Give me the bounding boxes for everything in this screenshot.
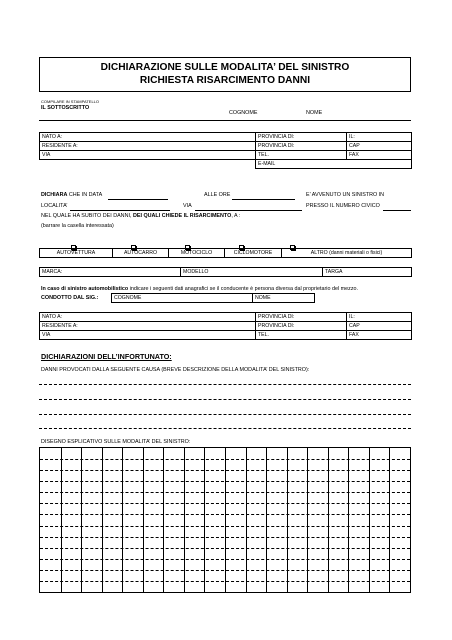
dei-quali-label: DEI QUALI CHIEDE IL RISARCIMENTO xyxy=(132,213,232,219)
nome-field[interactable] xyxy=(303,120,411,121)
localita-label: LOCALITA’ xyxy=(41,203,68,209)
driver-via-label: VIA xyxy=(42,332,51,338)
nome-label: NOME xyxy=(306,110,323,116)
driver-tel-label: TEL. xyxy=(258,332,269,338)
tel-field[interactable] xyxy=(256,151,347,160)
residente-field[interactable] xyxy=(40,142,256,151)
stampatello-note: COMPILARE IN STAMPATELLO xyxy=(41,99,100,104)
provincia2-field[interactable] xyxy=(256,142,347,151)
email-label: E-MAIL xyxy=(258,161,276,167)
cap-field[interactable] xyxy=(347,142,412,151)
driver-nato-a-label: NATO A: xyxy=(42,314,62,320)
localita-field[interactable] xyxy=(70,210,170,211)
marca-label: MARCA: xyxy=(42,269,63,275)
il-label: IL: xyxy=(349,134,355,140)
driver-residente-label: RESIDENTE A: xyxy=(42,323,78,329)
targa-label: TARGA xyxy=(325,269,343,275)
driver-il-label: IL: xyxy=(349,314,355,320)
sketch-grid-hline xyxy=(40,559,410,560)
tel-label: TEL. xyxy=(258,152,269,158)
driver-nato-a-field[interactable] xyxy=(40,313,256,322)
sottoscritto-label: IL SOTTOSCRITTO xyxy=(41,105,90,111)
avvenuto-label: E’ AVVENUTO UN SINISTRO IN xyxy=(306,192,385,198)
modello-field[interactable] xyxy=(181,268,323,277)
driver-cap-field[interactable] xyxy=(347,322,412,331)
a-label: , A : xyxy=(231,213,241,219)
driver-il-field[interactable] xyxy=(347,313,412,322)
driver-provincia-label: PROVINCIA DI: xyxy=(258,314,295,320)
residente-label: RESIDENTE A: xyxy=(42,143,78,149)
sketch-grid-hline xyxy=(40,526,410,527)
description-line-4[interactable] xyxy=(39,428,411,429)
via-field[interactable] xyxy=(40,151,256,160)
driver-tel-field[interactable] xyxy=(256,331,347,340)
sketch-grid-hline xyxy=(40,548,410,549)
data-field[interactable] xyxy=(108,199,168,200)
alle-ore-label: ALLE ORE xyxy=(204,192,231,198)
provincia-field[interactable] xyxy=(256,133,347,142)
form-title-line1: DICHIARAZIONE SULLE MODALITA’ DEL SINISTRO xyxy=(100,62,350,73)
description-line-3[interactable] xyxy=(39,414,411,415)
vehicle-type-autocarro[interactable]: AUTOCARRO xyxy=(113,249,169,258)
driver-via-field[interactable] xyxy=(40,331,256,340)
provincia-label: PROVINCIA DI: xyxy=(258,134,295,140)
sketch-grid-hline xyxy=(40,581,410,582)
description-line-2[interactable] xyxy=(39,399,411,400)
danni-label: DANNI PROVOCATI DALLA SEGUENTE CAUSA (BREVE DESCRIZIONE DELLA MODALITA’ DEL SINISTRO): xyxy=(41,367,310,373)
injured-heading: DICHIARAZIONI DELL’INFORTUNATO: xyxy=(41,352,172,361)
sketch-grid-hline xyxy=(40,503,410,504)
ora-field[interactable] xyxy=(232,199,295,200)
dichiara-label: DICHIARA xyxy=(41,192,68,198)
driver-nome-field[interactable] xyxy=(253,294,315,303)
nato-a-label: NATO A: xyxy=(42,134,62,140)
personal-data-table xyxy=(39,132,412,169)
fax-label: FAX xyxy=(349,152,359,158)
sketch-grid-hline xyxy=(40,459,410,460)
provincia2-label: PROVINCIA DI: xyxy=(258,143,295,149)
driver-cognome-field[interactable] xyxy=(112,294,253,303)
driver-provincia2-field[interactable] xyxy=(256,322,347,331)
sketch-grid-hline xyxy=(40,470,410,471)
sketch-grid[interactable] xyxy=(39,447,411,593)
vehicle-type-motociclo[interactable]: MOTOCICLO xyxy=(169,249,225,258)
sketch-grid-hline xyxy=(40,570,410,571)
sketch-grid-hline xyxy=(40,481,410,482)
driver-provincia2-label: PROVINCIA DI: xyxy=(258,323,295,329)
dichiara-line xyxy=(41,192,102,198)
driver-cognome-label: COGNOME xyxy=(114,295,142,301)
driver-data-table xyxy=(39,312,412,340)
driver-name-table xyxy=(111,293,315,303)
vehicle-type-table xyxy=(39,248,412,258)
cap-label: CAP xyxy=(349,143,360,149)
via-decl-label: VIA xyxy=(183,203,192,209)
description-line-1[interactable] xyxy=(39,384,411,385)
vehicle-type-altro[interactable]: ALTRO (danni materiali o fisici) xyxy=(282,249,412,258)
disegno-label: DISEGNO ESPLICATIVO SULLE MODALITA’ DEL SINISTRO: xyxy=(41,439,191,445)
nato-a-field[interactable] xyxy=(40,133,256,142)
marca-field[interactable] xyxy=(40,268,181,277)
vehicle-type-ciclomotore[interactable]: CICLOMOTORE xyxy=(225,249,282,258)
il-field[interactable] xyxy=(347,133,412,142)
presso-label: PRESSO IL NUMERO CIVICO xyxy=(306,203,380,209)
driver-note-bold: In caso di sinistro automobilistico xyxy=(41,286,129,292)
driver-fax-field[interactable] xyxy=(347,331,412,340)
fax-field[interactable] xyxy=(347,151,412,160)
email-field[interactable] xyxy=(256,160,412,169)
cognome-label: COGNOME xyxy=(229,110,258,116)
form-title-box xyxy=(39,57,411,92)
sketch-grid-hline xyxy=(40,537,410,538)
via-label: VIA xyxy=(42,152,51,158)
sketch-grid-hline xyxy=(40,492,410,493)
modello-label: MODELLO xyxy=(183,269,209,275)
driver-fax-label: FAX xyxy=(349,332,359,338)
driver-note xyxy=(41,286,358,292)
driver-cap-label: CAP xyxy=(349,323,360,329)
driver-residente-field[interactable] xyxy=(40,322,256,331)
cognome-field[interactable] xyxy=(39,120,225,121)
nel-quale-line xyxy=(41,213,240,219)
via-decl-field[interactable] xyxy=(195,210,302,211)
barrare-label: (barrare la casella interessata) xyxy=(41,223,114,229)
che-in-data-label: CHE IN DATA xyxy=(68,192,103,198)
vehicle-info-table xyxy=(39,267,412,277)
driver-note-rest: indicare i seguenti dati anagrafici se il conducente è persona diversa dal proprietario del mezzo. xyxy=(128,286,359,292)
form-title-line2: RICHIESTA RISARCIMENTO DANNI xyxy=(139,75,311,86)
driver-nome-label: NOME xyxy=(255,295,271,301)
cognome-field-ext[interactable] xyxy=(225,120,303,121)
condotto-label: CONDOTTO DAL SIG.: xyxy=(41,295,99,301)
vehicle-type-autovettura[interactable]: AUTOVETTURA xyxy=(40,249,113,258)
civico-field[interactable] xyxy=(383,210,411,211)
driver-provincia-field[interactable] xyxy=(256,313,347,322)
sketch-grid-hline xyxy=(40,514,410,515)
nel-quale-label: NEL QUALE HA SUBITO DEI DANNI, xyxy=(41,213,132,219)
targa-field[interactable] xyxy=(323,268,412,277)
